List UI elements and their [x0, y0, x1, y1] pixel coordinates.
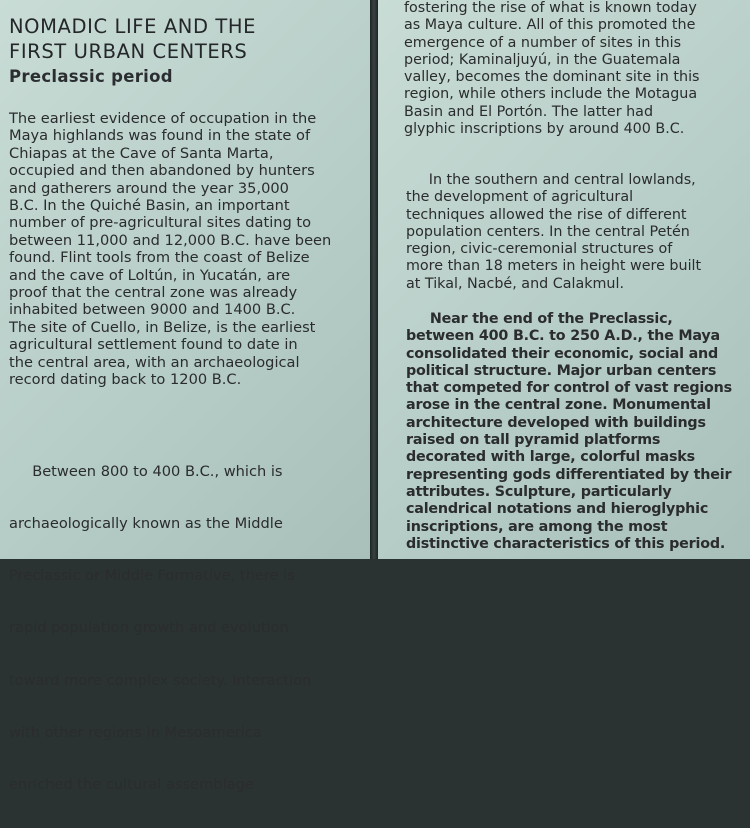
paragraph-late-preclassic: [406, 311, 732, 553]
page-subtitle: Preclassic period: [9, 67, 173, 86]
text-line: number of pre-agricultural sites dating to: [9, 214, 312, 232]
paragraph-earliest-evidence: [9, 110, 331, 389]
paragraph-maya-culture: [404, 0, 700, 138]
text-line: record dating back to 1200 B.C.: [9, 371, 242, 389]
text-line: enriched the cultural assemblage: [9, 776, 254, 794]
text-line: the central area, with an archaeological: [9, 353, 300, 371]
text-line: B.C. In the Quiché Basin, an important: [9, 197, 290, 215]
text-line: and gatherers around the year 35,000: [9, 179, 289, 197]
panel-divider: [370, 0, 378, 559]
right-text-panel: [378, 0, 750, 559]
text-line: with other regions in Mesoamerica: [9, 723, 262, 741]
text-line: as Maya culture. All of this promoted the: [404, 17, 696, 34]
text-line: between 400 B.C. to 250 A.D., the Maya: [406, 328, 720, 345]
text-line: archaeologically known as the Middle: [9, 515, 283, 533]
text-line: raised on tall pyramid platforms: [406, 432, 661, 449]
text-line: found. Flint tools from the coast of Belize: [9, 249, 310, 267]
title-line: FIRST URBAN CENTERS: [9, 40, 248, 63]
text-line: at Tikal, Nacbé, and Calakmul.: [406, 275, 625, 292]
text-line: the development of agricultural: [406, 189, 634, 206]
text-line: political structure. Major urban centers: [406, 362, 717, 379]
left-text-panel: [0, 0, 370, 794]
text-line: architecture developed with buildings: [406, 414, 706, 431]
text-line: and the cave of Loltún, in Yucatán, are: [9, 266, 291, 284]
text-line: proof that the central zone was already: [9, 284, 298, 302]
text-line: Between 800 to 400 B.C., which is: [9, 462, 283, 480]
text-line: Near the end of the Preclassic,: [406, 311, 673, 327]
text-line: In the southern and central lowlands,: [406, 172, 696, 188]
text-line: consolidated their economic, social and: [406, 345, 719, 362]
text-line: agricultural settlement found to date in: [9, 336, 298, 354]
text-line: period; Kaminaljuyú, in the Guatemala: [404, 51, 681, 68]
text-line: Maya highlands was found in the state of: [9, 127, 311, 145]
text-line: that competed for control of vast regions: [406, 380, 732, 397]
text-line: region, civic-ceremonial structures of: [406, 241, 673, 258]
text-line: decorated with large, colorful masks: [406, 449, 695, 466]
text-line: calendrical notations and hieroglyphic: [406, 501, 709, 518]
text-line: emergence of a number of sites in this: [404, 34, 682, 51]
text-line: The earliest evidence of occupation in the: [9, 110, 317, 127]
text-line: region, while others include the Motagua: [404, 86, 698, 103]
paragraph-middle-preclassic: [9, 428, 311, 828]
text-line: more than 18 meters in height were built: [406, 258, 702, 275]
text-line: population centers. In the central Petén: [406, 223, 690, 240]
text-line: Basin and El Portón. The latter had: [404, 103, 654, 120]
text-line: distinctive characteristics of this period.: [406, 535, 726, 552]
text-line: between 11,000 and 12,000 B.C. have been: [9, 231, 332, 249]
text-line: toward more complex society. Interaction: [9, 671, 312, 689]
text-line: inscriptions, are among the most: [406, 518, 668, 535]
title-line: NOMADIC LIFE AND THE: [9, 15, 257, 38]
page-title: [9, 14, 256, 64]
text-line: arose in the central zone. Monumental: [406, 397, 711, 414]
text-line: attributes. Sculpture, particularly: [406, 483, 672, 500]
text-line: Chiapas at the Cave of Santa Marta,: [9, 144, 274, 162]
paragraph-lowlands: [406, 172, 701, 293]
text-line: occupied and then abandoned by hunters: [9, 162, 315, 180]
text-line: glyphic inscriptions by around 400 B.C.: [404, 121, 685, 138]
text-line: representing gods differentiated by their: [406, 466, 732, 483]
text-line: The site of Cuello, in Belize, is the earliest: [9, 318, 316, 336]
text-line: fostering the rise of what is known today: [404, 0, 697, 16]
text-line: Preclassic or Middle Formative, there is: [9, 567, 295, 585]
text-line: valley, becomes the dominant site in this: [404, 69, 700, 86]
text-line: rapid population growth and evolution: [9, 619, 289, 637]
text-line: inhabited between 9000 and 1400 B.C.: [9, 301, 296, 319]
text-line: techniques allowed the rise of different: [406, 206, 687, 223]
